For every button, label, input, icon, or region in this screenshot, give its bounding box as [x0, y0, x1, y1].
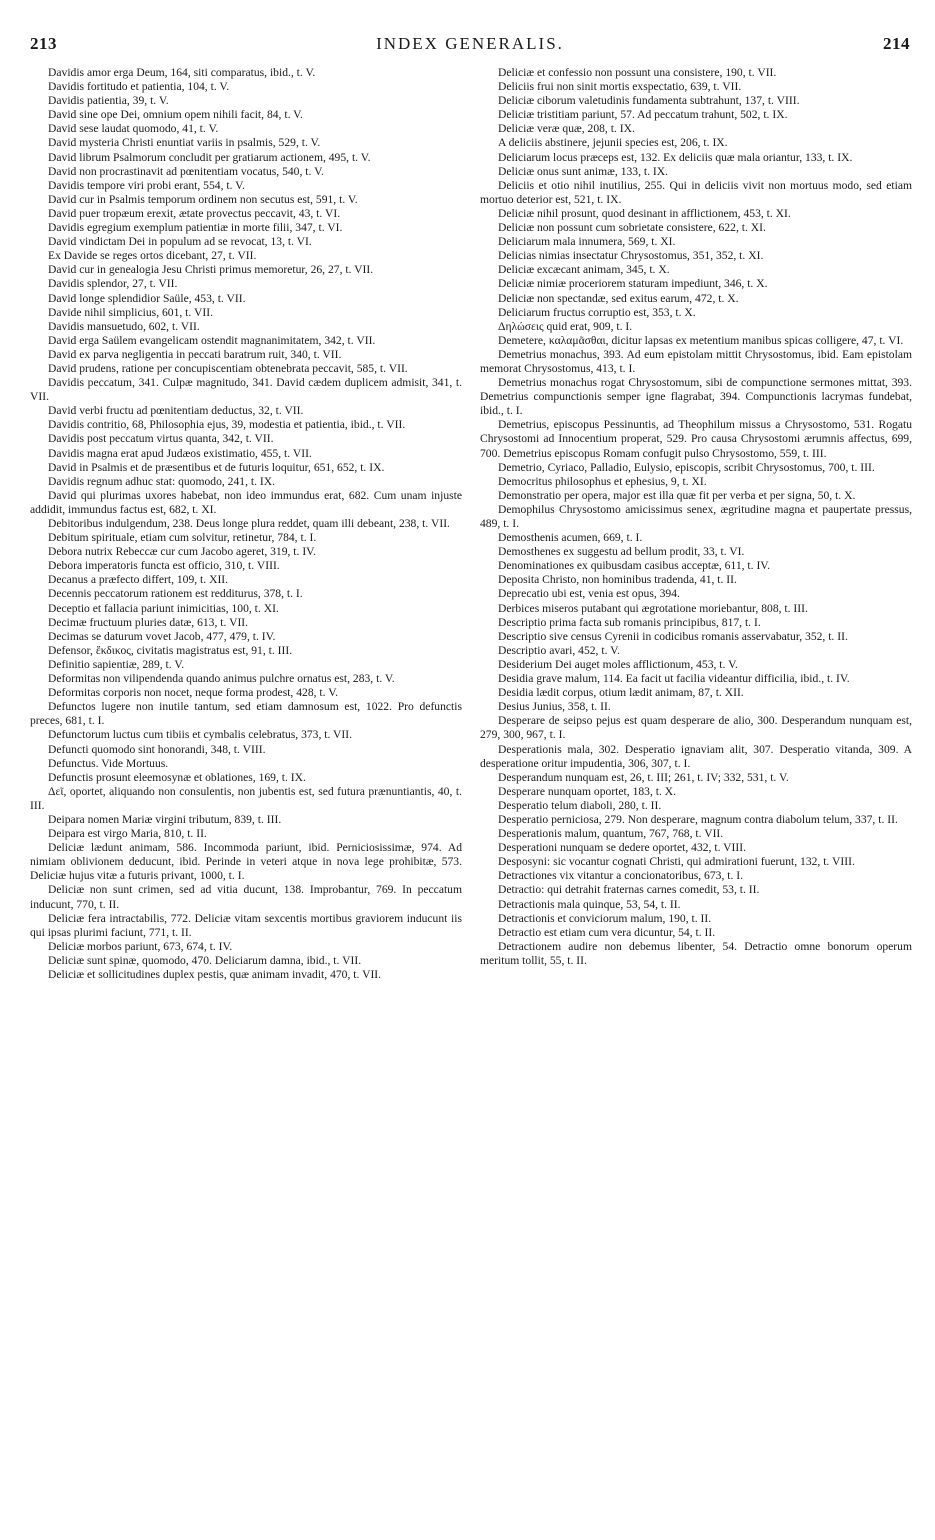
- index-entry: Detractiones vix vitantur a concionatoribus, 673, t. I.: [498, 869, 744, 883]
- index-entry: Demetrius monachus, 393. Ad eum epistolam mittit Chrysostomus, ibid. Eam epistolam memorat Chrysostomus, 413, t. I.: [480, 347, 912, 375]
- index-entry: Deliciæ nihil prosunt, quod desinant in afflictionem, 453, t. XI.: [498, 206, 791, 220]
- index-entry: David verbi fructu ad pœnitentiam deductus, 32, t. VII.: [48, 404, 304, 418]
- index-entry: David non procrastinavit ad pœnitentiam vocatus, 540, t. V.: [48, 164, 324, 178]
- index-entry: Deliciæ tristitiam pariunt, 57. Ad peccatum trahunt, 502, t. IX.: [498, 108, 788, 122]
- index-entry: Deliciæ excæcant animam, 345, t. X.: [498, 263, 670, 277]
- index-entry: David longe splendidior Saüle, 453, t. VII.: [48, 291, 246, 305]
- index-entry: Davidis amor erga Deum, 164, siti comparatus, ibid., t. V.: [48, 66, 316, 79]
- index-entry: Deipara est virgo Maria, 810, t. II.: [48, 827, 207, 841]
- index-entry: Descriptio avari, 452, t. V.: [498, 643, 620, 657]
- index-entry: Desperandum nunquam est, 26, t. III; 261, t. IV; 332, 531, t. V.: [498, 770, 789, 784]
- index-entry: Democritus philosophus et ephesius, 9, t. XI.: [498, 474, 707, 488]
- index-entry: Deformitas non vilipendenda quando animus pulchre ornatus est, 283, t. V.: [48, 672, 395, 686]
- index-entry: Debitoribus indulgendum, 238. Deus longe plura reddet, quam illi debeant, 238, t. VII.: [48, 517, 450, 530]
- index-entry: Deliciis et otio nihil inutilius, 255. Qui in deliciis vivit non mortuus modo, sed etiam mortuo deterior est, 521, t. IX.: [480, 178, 912, 206]
- index-entry: Delicias nimias insectatur Chrysostomus, 351, 352, t. XI.: [498, 249, 764, 263]
- index-entry: Davidis splendor, 27, t. VII.: [48, 277, 178, 291]
- index-entry: Descriptio sive census Cyrenii in codicibus romanis asservabatur, 352, t. II.: [498, 629, 848, 643]
- running-title: INDEX GENERALIS.: [376, 34, 564, 53]
- index-entry: Demonstratio per opera, major est illa quæ fit per verba et per signa, 50, t. X.: [498, 488, 856, 502]
- index-entry: Deliciæ non possunt cum sobrietate consistere, 622, t. XI.: [498, 221, 766, 235]
- index-entry: Deliciæ et confessio non possunt una consistere, 190, t. VII.: [498, 66, 777, 79]
- index-entry: Deprecatio ubi est, venia est opus, 394.: [498, 587, 680, 601]
- index-entry: David sine ope Dei, omnium opem nihili facit, 84, t. V.: [48, 108, 303, 122]
- index-entry: David sese laudat quomodo, 41, t. V.: [48, 122, 219, 136]
- index-entry: David ex parva negligentia in peccati baratrum ruit, 340, t. VII.: [48, 347, 342, 361]
- index-entry: Detractio: qui detrahit fraternas carnes comedit, 53, t. II.: [498, 883, 760, 897]
- index-entry: Desperatio perniciosa, 279. Non desperare, magnum contra diabolum telum, 337, t. II.: [498, 812, 898, 826]
- index-entry: Desperationis mala, 302. Desperatio ignaviam alit, 307. Desperatio vitanda, 309. A desperatione oritur impudentia, 306, 307, t. I.: [480, 742, 912, 770]
- index-entry: Decennis peccatorum rationem est redditurus, 378, t. I.: [48, 587, 303, 601]
- index-entry: David qui plurimas uxores habebat, non ideo immundus erat, 682. Cum unam injuste addidit, immundus factus est, 682, t. XI.: [30, 488, 462, 516]
- index-entry: Defunctos lugere non inutile tantum, sed etiam damnosum est, 1022. Pro defunctis preces, 681, t. I.: [30, 700, 462, 728]
- index-entry: Deliciæ morbos pariunt, 673, 674, t. IV.: [48, 939, 233, 953]
- index-entry: Δεῖ, oportet, aliquando non consulentis, non jubentis est, sed futura prænuntiantis, 40, t. III.: [30, 784, 462, 812]
- index-entry: Deliciæ onus sunt animæ, 133, t. IX.: [498, 164, 669, 178]
- index-entry: Deliciæ non sunt crimen, sed ad vitia ducunt, 138. Improbantur, 769. In peccatum inducunt, 770, t. II.: [30, 883, 462, 911]
- index-entry: Deliciæ lædunt animam, 586. Incommoda pariunt, ibid. Perniciosissimæ, 974. Ad nimiam oblivionem deducunt, ibid. Perinde in veteri atque in nova lege prohibitæ, 573. Deliciæ hujus vitæ a futuris privant, 1000, t. I.: [30, 841, 462, 883]
- index-entry: Demetere, καλαμᾶσθαι, dicitur lapsas ex metentium manibus spicas colligere, 47, t. VI.: [498, 333, 904, 347]
- index-entry: Detractionem audire non debemus libenter, 54. Detractio omne bonorum operum meritum tollit, 55, t. II.: [480, 939, 912, 967]
- index-entry: Davidis peccatum, 341. Culpæ magnitudo, 341. David cædem duplicem admisit, 341, t. VII.: [30, 376, 462, 404]
- index-entry: Deipara nomen Mariæ virgini tributum, 839, t. III.: [48, 812, 282, 826]
- index-entry: Decimæ fructuum pluries datæ, 613, t. VII.: [48, 615, 249, 629]
- index-entry: Deliciarum fructus corruptio est, 353, t. X.: [498, 305, 696, 319]
- index-entry: Derbices miseros putabant qui ægrotatione moriebantur, 808, t. III.: [498, 601, 808, 615]
- index-entry: Debitum spirituale, etiam cum solvitur, retinetur, 784, t. I.: [48, 531, 317, 545]
- page-number-right: 214: [883, 34, 910, 53]
- index-entry: David puer tropæum erexit, ætate provectus peccavit, 43, t. VI.: [48, 206, 341, 220]
- index-column-right: [480, 66, 912, 1526]
- index-entry: Debora nutrix Rebeccæ cur cum Jacobo ageret, 319, t. IV.: [48, 545, 316, 559]
- index-entry: Deliciarum mala innumera, 569, t. XI.: [498, 235, 676, 249]
- index-entry: Davidis mansuetudo, 602, t. VII.: [48, 319, 200, 333]
- index-entry: David vindictam Dei in populum ad se revocat, 13, t. VI.: [48, 235, 312, 249]
- index-entry: Davidis egregium exemplum patientiæ in morte filii, 347, t. VI.: [48, 221, 343, 235]
- page-number-left: 213: [30, 34, 57, 53]
- index-entry: Decimas se daturum vovet Jacob, 477, 479, t. IV.: [48, 629, 276, 643]
- index-entry: Desperare nunquam oportet, 183, t. X.: [498, 784, 677, 798]
- index-entry: Desidia grave malum, 114. Ea facit ut facilia videantur difficilia, ibid., t. IV.: [498, 672, 850, 686]
- index-entry: Davidis contritio, 68, Philosophia ejus, 39, modestia et patientia, ibid., t. VII.: [48, 418, 406, 432]
- index-entry: David librum Psalmorum concludit per gratiarum actionem, 495, t. V.: [48, 150, 371, 164]
- index-entry: Defensor, ἔκδικος, civitatis magistratus est, 91, t. III.: [48, 643, 293, 657]
- index-entry: Desperare de seipso pejus est quam desperare de alio, 300. Desperandum nunquam est, 279, 300, 967, t. I.: [480, 714, 912, 742]
- index-entry: Desposyni: sic vocantur cognati Christi, qui admirationi fuerunt, 132, t. VIII.: [498, 855, 855, 869]
- index-entry: Demetrio, Cyriaco, Palladio, Eulysio, episcopis, scribit Chrysostomus, 700, t. III.: [498, 460, 875, 474]
- index-entry: Demophilus Chrysostomo amicissimus senex, ægritudine magna et paupertate pressus, 489, t. I.: [480, 502, 912, 530]
- index-entry: A deliciis abstinere, jejunii species est, 206, t. IX.: [498, 136, 728, 150]
- index-entry: Descriptio prima facta sub romanis principibus, 817, t. I.: [498, 615, 761, 629]
- index-entry: Deliciæ veræ quæ, 208, t. IX.: [498, 122, 635, 136]
- index-entry: Desidia lædit corpus, otium lædit animam, 87, t. XII.: [498, 686, 744, 700]
- index-entry: Deposita Christo, non hominibus tradenda, 41, t. II.: [498, 573, 737, 587]
- index-entry: Deliciæ et sollicitudines duplex pestis, quæ animam invadit, 470, t. VII.: [48, 968, 382, 981]
- index-entry: Deliciarum locus præceps est, 132. Ex deliciis quæ mala oriantur, 133, t. IX.: [498, 150, 853, 164]
- index-entry: Davide nihil simplicius, 601, t. VII.: [48, 305, 213, 319]
- index-entry: Deliciæ fera intractabilis, 772. Deliciæ vitam sexcentis mortibus graviorem inducunt iis qui ipsas plurimi faciunt, 771, t. II.: [30, 911, 462, 939]
- index-entry: David in Psalmis et de præsentibus et de futuris loquitur, 651, 652, t. IX.: [48, 460, 385, 474]
- index-entry: Ex Davide se reges ortos dicebant, 27, t. VII.: [48, 249, 257, 263]
- index-entry: Detractionis mala quinque, 53, 54, t. II.: [498, 897, 681, 911]
- index-entry: David prudens, ratione per concupiscentiam obtenebrata peccavit, 585, t. VII.: [48, 361, 408, 375]
- index-entry: Demosthenis acumen, 669, t. I.: [498, 531, 643, 545]
- index-entry: Davidis patientia, 39, t. V.: [48, 94, 169, 108]
- index-entry: Defuncti quomodo sint honorandi, 348, t. VIII.: [48, 742, 266, 756]
- index-entry: Δηλώσεις quid erat, 909, t. I.: [498, 319, 633, 333]
- index-entry: David cur in genealogia Jesu Christi primus memoretur, 26, 27, t. VII.: [48, 263, 374, 277]
- index-entry: Desperationi nunquam se dedere oportet, 432, t. VIII.: [498, 841, 747, 855]
- index-column-left: [30, 66, 462, 1526]
- index-entry: Deliciæ ciborum valetudinis fundamenta subtrahunt, 137, t. VIII.: [498, 94, 800, 108]
- index-entry: Deliciæ nimiæ proceriorem staturam impediunt, 346, t. X.: [498, 277, 768, 291]
- index-entry: Desiderium Dei auget moles afflictionum, 453, t. V.: [498, 657, 738, 671]
- index-entry: Decanus a præfecto differt, 109, t. XII.: [48, 573, 229, 587]
- index-entry: Debora imperatoris functa est officio, 310, t. VIII.: [48, 559, 280, 573]
- index-entry: Demetrius monachus rogat Chrysostomum, sibi de compunctione sermones mittat, 393. Demetrius compunctionis semper igne flagrabat, 394. Compunctionis lacrymas fundebat, ibid., t. I.: [480, 376, 912, 418]
- index-entry: Deceptio et fallacia pariunt inimicitias, 100, t. XI.: [48, 601, 279, 615]
- index-entry: Denominationes ex quibusdam casibus acceptæ, 611, t. IV.: [498, 559, 771, 573]
- index-entry: Desius Junius, 358, t. II.: [498, 700, 611, 714]
- index-entry: Defunctus. Vide Mortuus.: [48, 756, 169, 770]
- index-entry: Desperatio telum diaboli, 280, t. II.: [498, 798, 662, 812]
- index-entry: Deliciæ sunt spinæ, quomodo, 470. Deliciarum damna, ibid., t. VII.: [48, 953, 362, 967]
- index-entry: Davidis magna erat apud Judæos existimatio, 455, t. VII.: [48, 446, 312, 460]
- index-entry: Definitio sapientiæ, 289, t. V.: [48, 657, 185, 671]
- index-entry: Demetrius, episcopus Pessinuntis, ad Theophilum missus a Chrysostomo, 531. Rogatu Chrysostomi ad Innocentium properat, 529. Pro causa Chrysostomi ærumnis affectus, 699, 700. Demetrius episcopus Romam confugit pulso Chrysostomo, 559, t. III.: [480, 418, 912, 460]
- index-entry: Deformitas corporis non nocet, neque forma prodest, 428, t. V.: [48, 686, 338, 700]
- index-entry: Desperationis malum, quantum, 767, 768, t. VII.: [498, 827, 724, 841]
- index-entry: Detractionis et conviciorum malum, 190, t. II.: [498, 911, 712, 925]
- index-entry: Davidis tempore viri probi erant, 554, t. V.: [48, 178, 245, 192]
- index-entry: Deliciæ non spectandæ, sed exitus earum, 472, t. X.: [498, 291, 739, 305]
- index-entry: Defunctorum luctus cum tibiis et cymbalis celebratus, 373, t. VII.: [48, 728, 353, 742]
- index-entry: Davidis post peccatum virtus quanta, 342, t. VII.: [48, 432, 274, 446]
- index-entry: David cur in Psalmis temporum ordinem non secutus est, 591, t. V.: [48, 192, 358, 206]
- index-entry: Deliciis frui non sinit mortis exspectatio, 639, t. VII.: [498, 80, 742, 94]
- index-entry: Davidis fortitudo et patientia, 104, t. V.: [48, 80, 230, 94]
- page-header: [30, 34, 910, 58]
- index-entry: David mysteria Christi enuntiat variis in psalmis, 529, t. V.: [48, 136, 321, 150]
- index-entry: Davidis regnum adhuc stat: quomodo, 241, t. IX.: [48, 474, 276, 488]
- index-entry: Detractio est etiam cum vera dicuntur, 54, t. II.: [498, 925, 716, 939]
- index-entry: David erga Saülem evangelicam ostendit magnanimitatem, 342, t. VII.: [48, 333, 376, 347]
- index-entry: Demosthenes ex suggestu ad bellum prodit, 33, t. VI.: [498, 545, 745, 559]
- index-entry: Defunctis prosunt eleemosynæ et oblationes, 169, t. IX.: [48, 770, 306, 784]
